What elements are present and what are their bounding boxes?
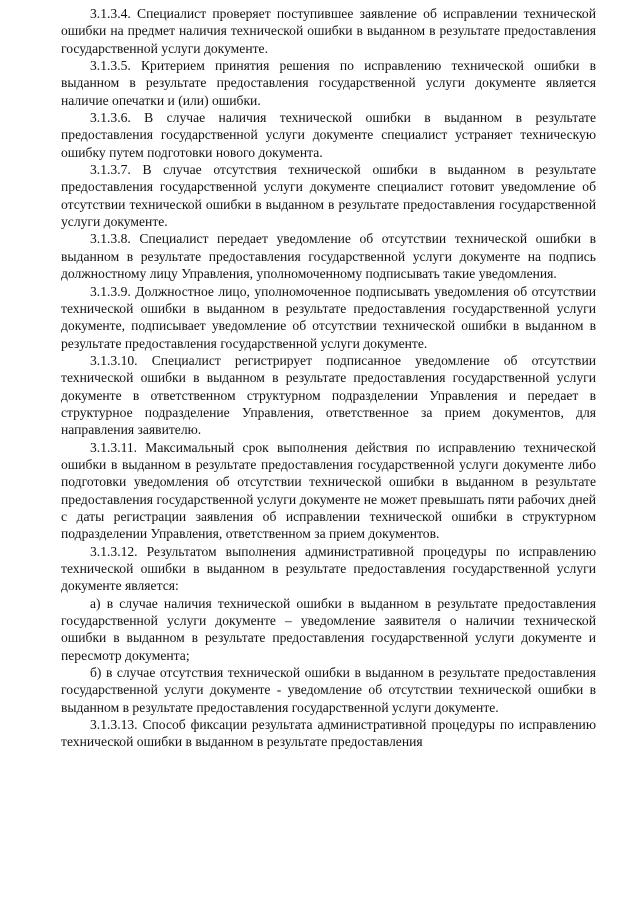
paragraph-item-b: б) в случае отсутствия технической ошибки в выданном в результате предоставления государственной услуги документе - уведомление об отсутствии технической ошибки в выданном в результате предоставления государственной услуги документе. [61,665,596,715]
paragraph-item-a: а) в случае наличия технической ошибки в выданном в результате предоставления государственной услуги документе – уведомление заявителя о наличии технической ошибки в выданном в результате предоставления государственной услуги документе и пересмотр документа; [61,595,596,663]
paragraph-3-1-3-10: 3.1.3.10. Специалист регистрирует подписанное уведомление об отсутствии технической ошибки в выданном в результате предоставления государственной услуги документе в ответственном структурном подразделении Управления и передает в структурное подразделение Управления, ответственное за прием документов, для направления заявителю. [61,352,596,438]
paragraph-3-1-3-11: 3.1.3.11. Максимальный срок выполнения действия по исправлению технической ошибки в выданном в результате предоставления государственной услуги документе либо подготовки уведомления об отсутствии технической ошибки в выданном в результате предоставления государственной услуги документе не может превышать пяти рабочих дней с даты регистрации заявления об исправлении технической ошибки в структурном подразделении Управления, ответственном за прием документов. [61,439,596,542]
paragraph-3-1-3-12: 3.1.3.12. Результатом выполнения административной процедуры по исправлению технической ошибки в выданном в результате предоставления государственной услуги документе является: [61,543,596,594]
paragraph-3-1-3-5: 3.1.3.5. Критерием принятия решения по исправлению технической ошибки в выданном в результате предоставления государственной услуги документе является наличие опечатки и (или) ошибки. [61,58,596,108]
document-page [61,5,596,751]
paragraph-3-1-3-4: 3.1.3.4. Специалист проверяет поступившее заявление об исправлении технической ошибки на предмет наличия технической ошибки в выданном в результате предоставления государственной услуги документе. [61,6,596,56]
paragraph-3-1-3-13: 3.1.3.13. Способ фиксации результата административной процедуры по исправлению технической ошибки в выданном в результате предоставления [61,717,596,750]
paragraph-3-1-3-7: 3.1.3.7. В случае отсутствия технической ошибки в выданном в результате предоставления государственной услуги документе специалист готовит уведомление об отсутствии технической ошибки в выданном в результате предоставления государственной услуги документе. [61,162,596,230]
paragraph-3-1-3-8: 3.1.3.8. Специалист передает уведомление об отсутствии технической ошибки в выданном в результате предоставления государственной услуги документе на подпись должностному лицу Управления, уполномоченному подписывать такие уведомления. [61,231,596,282]
paragraph-3-1-3-6: 3.1.3.6. В случае наличия технической ошибки в выданном в результате предоставления государственной услуги документе специалист устраняет техническую ошибку путем подготовки нового документа. [61,110,596,160]
paragraph-3-1-3-9: 3.1.3.9. Должностное лицо, уполномоченное подписывать уведомления об отсутствии технической ошибки в выданном в результате предоставления государственной услуги документе, подписывает уведомление об отсутствии технической ошибки в выданном в результате предоставления государственной услуги документе. [61,283,596,351]
